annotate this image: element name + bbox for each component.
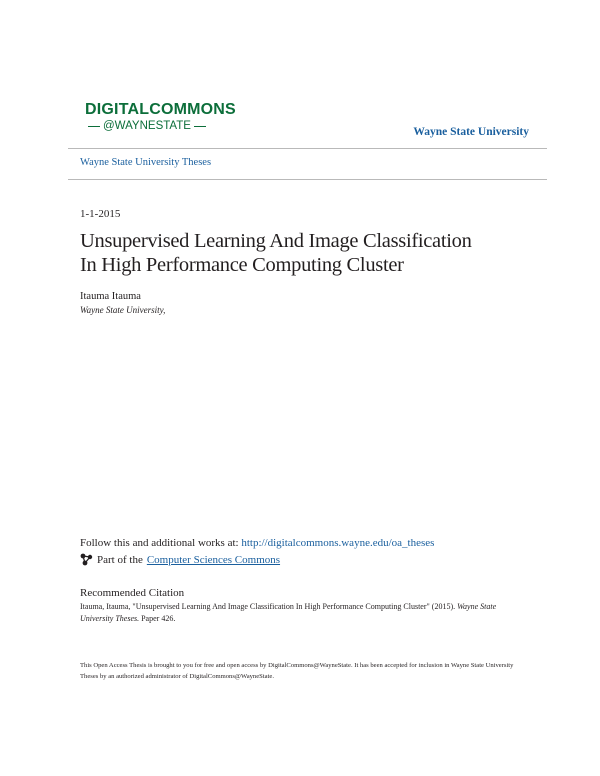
follow-label: Follow this and additional works at: bbox=[80, 537, 239, 549]
open-access-notice: This Open Access Thesis is brought to you for free and open access by DigitalCommons@WayneState. It has been accepted for inclusion in Wayne State University Theses by an authorized administrator of DigitalCommons@WayneState. bbox=[80, 662, 514, 680]
author-name: Itauma Itauma bbox=[80, 291, 141, 302]
computer-sciences-commons-link[interactable]: Computer Sciences Commons bbox=[146, 553, 281, 566]
follow-line bbox=[80, 537, 434, 549]
citation-text bbox=[80, 601, 528, 624]
series-divider bbox=[68, 179, 547, 180]
network-icon bbox=[80, 553, 93, 566]
logo-top-text: DIGITALCOMMONS bbox=[85, 101, 236, 118]
author-affiliation: Wayne State University, bbox=[80, 305, 166, 315]
digitalcommons-logo[interactable] bbox=[85, 101, 236, 133]
citation-suffix: Paper 426. bbox=[141, 613, 176, 623]
thesis-title bbox=[80, 229, 540, 277]
logo-dash-right bbox=[194, 126, 206, 127]
part-of-line bbox=[80, 553, 280, 566]
publication-date: 1-1-2015 bbox=[80, 208, 121, 220]
title-line-1: Unsupervised Learning And Image Classification bbox=[80, 230, 472, 252]
title-line-2: In High Performance Computing Cluster bbox=[80, 254, 404, 276]
follow-url-link[interactable]: http://digitalcommons.wayne.edu/oa_theses bbox=[241, 537, 435, 549]
part-of-label: Part of the bbox=[97, 553, 143, 566]
citation-series: Wayne State University Theses. bbox=[80, 602, 497, 623]
recommended-citation-heading: Recommended Citation bbox=[80, 587, 185, 599]
logo-bottom-text: @WAYNESTATE bbox=[103, 120, 191, 132]
header-divider bbox=[68, 148, 547, 149]
logo-bottom-row bbox=[85, 120, 225, 133]
series-link[interactable]: Wayne State University Theses bbox=[80, 157, 212, 168]
university-name[interactable]: Wayne State University bbox=[413, 126, 529, 138]
logo-dash-left bbox=[88, 126, 100, 127]
citation-prefix: Itauma, Itauma, "Unsupervised Learning And Image Classification In High Performance Computing Cluster" (2015). bbox=[80, 602, 456, 611]
